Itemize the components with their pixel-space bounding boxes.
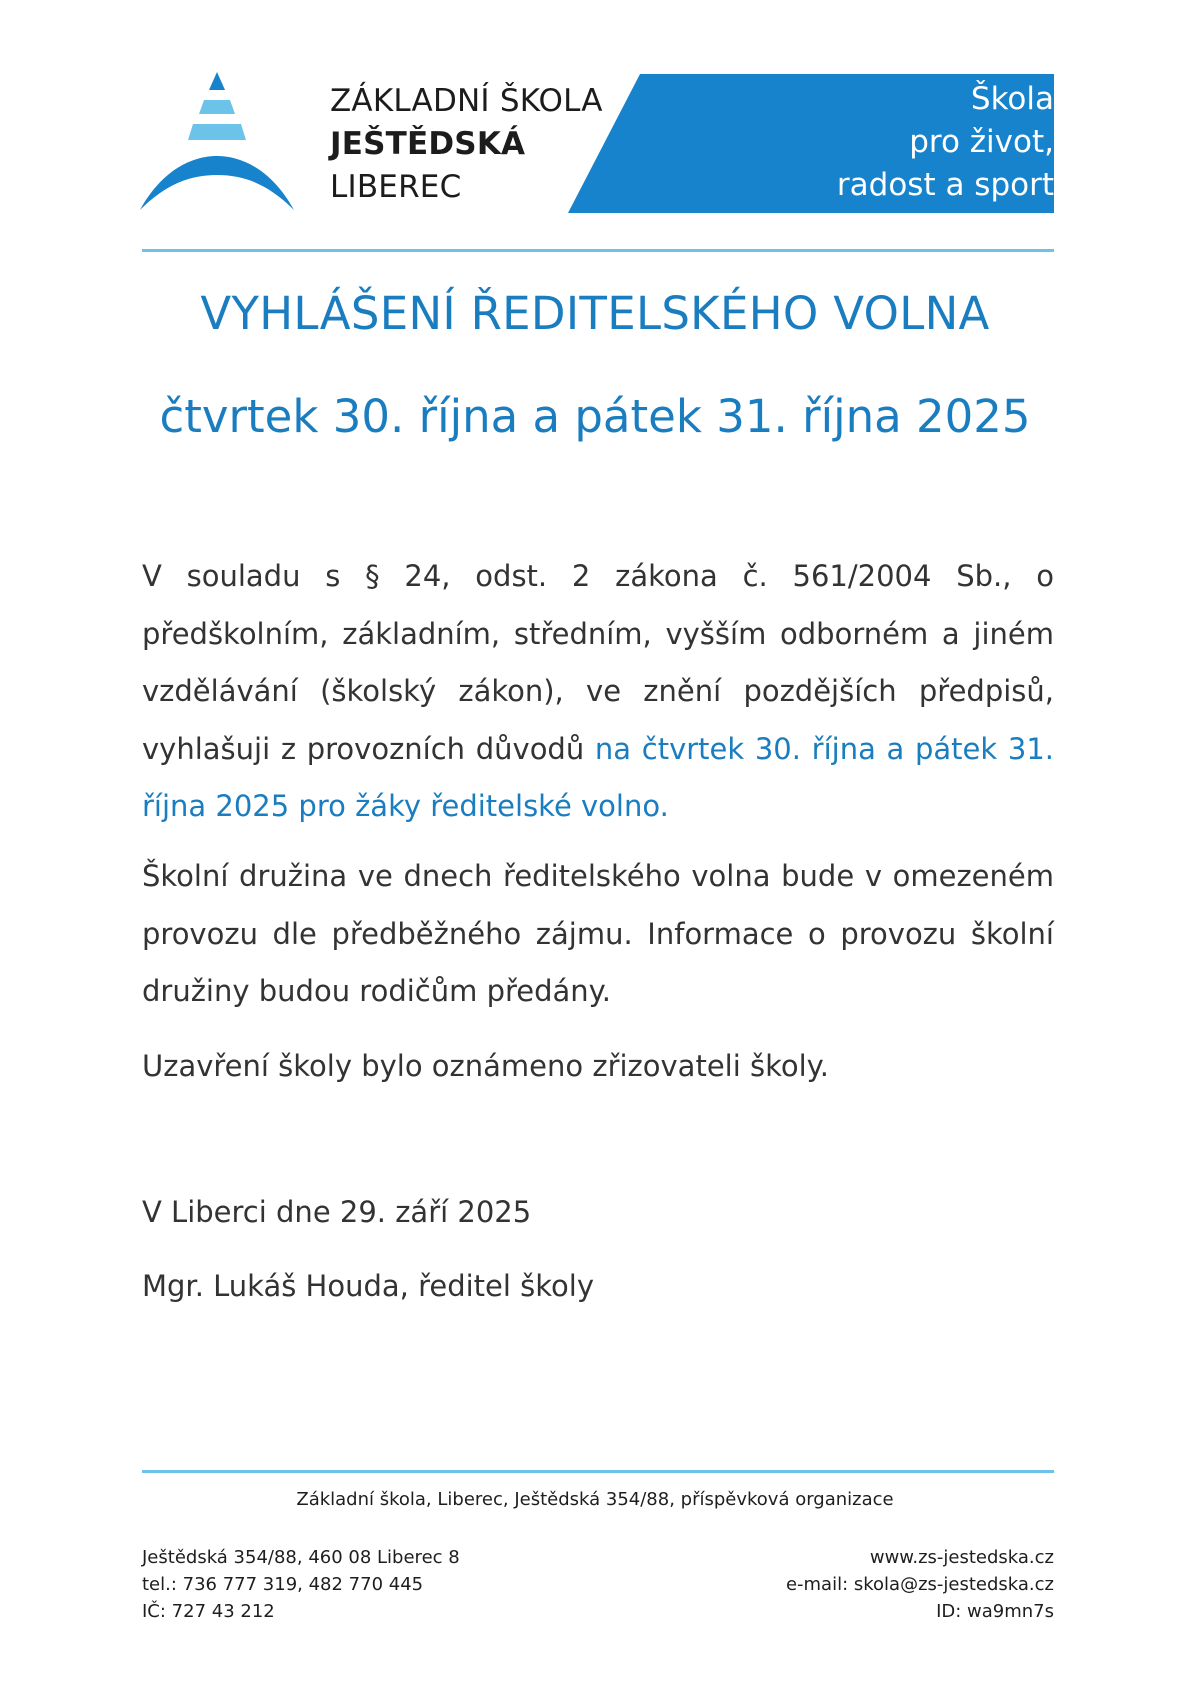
- footer-phone: tel.: 736 777 319, 482 770 445: [142, 1574, 424, 1595]
- paragraph-closure-notice: Uzavření školy bylo oznámeno zřizovateli školy.: [142, 1049, 829, 1083]
- slogan-line1: Škola: [970, 81, 1054, 117]
- footer-data-box: ID: wa9mn7s: [936, 1601, 1054, 1622]
- school-name-line1: ZÁKLADNÍ ŠKOLA: [330, 83, 603, 119]
- footer-organization: Základní škola, Liberec, Ještědská 354/88, příspěvková organizace: [296, 1489, 894, 1510]
- paragraph-after-school-club: Školní družina ve dnech ředitelského volna bude v omezeném provozu dle předběžného zájmu. Informace o provozu školní družiny budou rodičům předány.: [142, 859, 1054, 1008]
- place-date: V Liberci dne 29. září 2025: [142, 1195, 532, 1229]
- school-name-line3: LIBEREC: [330, 169, 462, 205]
- mountain-tower-logo-icon: [140, 72, 294, 214]
- page-title: VYHLÁŠENÍ ŘEDITELSKÉHO VOLNA: [200, 287, 990, 340]
- slogan: [654, 78, 1054, 207]
- school-name-line2: JEŠTĚDSKÁ: [330, 126, 526, 162]
- slogan-line2: pro život,: [909, 124, 1054, 160]
- school-name: [330, 80, 603, 209]
- footer-contact-left: [142, 1544, 460, 1625]
- footer-address: Ještědská 354/88, 460 08 Liberec 8: [142, 1547, 460, 1568]
- footer-contact-right: [786, 1544, 1054, 1625]
- footer-divider: [142, 1470, 1054, 1473]
- paragraph-legal-basis-text: V souladu s § 24, odst. 2 zákona č. 561/2004 Sb., o předškolním, základním, středním, vyšším odborném a jiném vzdělávání (školský zákon), ve znění pozdějších předpisů, vyhlašuji z provozních důvodů: [142, 559, 1054, 766]
- paragraph-legal-basis-highlight: na čtvrtek 30. října a pátek 31. října 2025 pro žáky ředitelské volno.: [142, 731, 1054, 823]
- header-divider: [142, 249, 1054, 252]
- footer-web-link[interactable]: www.zs-jestedska.cz: [869, 1547, 1054, 1568]
- signature: Mgr. Lukáš Houda, ředitel školy: [142, 1269, 594, 1303]
- footer-email-link[interactable]: e-mail: skola@zs-jestedska.cz: [785, 1574, 1054, 1595]
- paragraph-legal-basis: [142, 548, 1054, 836]
- footer-ico: IČ: 727 43 212: [142, 1601, 275, 1622]
- page-subtitle-date: čtvrtek 30. října a pátek 31. října 2025: [159, 390, 1031, 443]
- slogan-line3: radost a sport: [836, 167, 1054, 203]
